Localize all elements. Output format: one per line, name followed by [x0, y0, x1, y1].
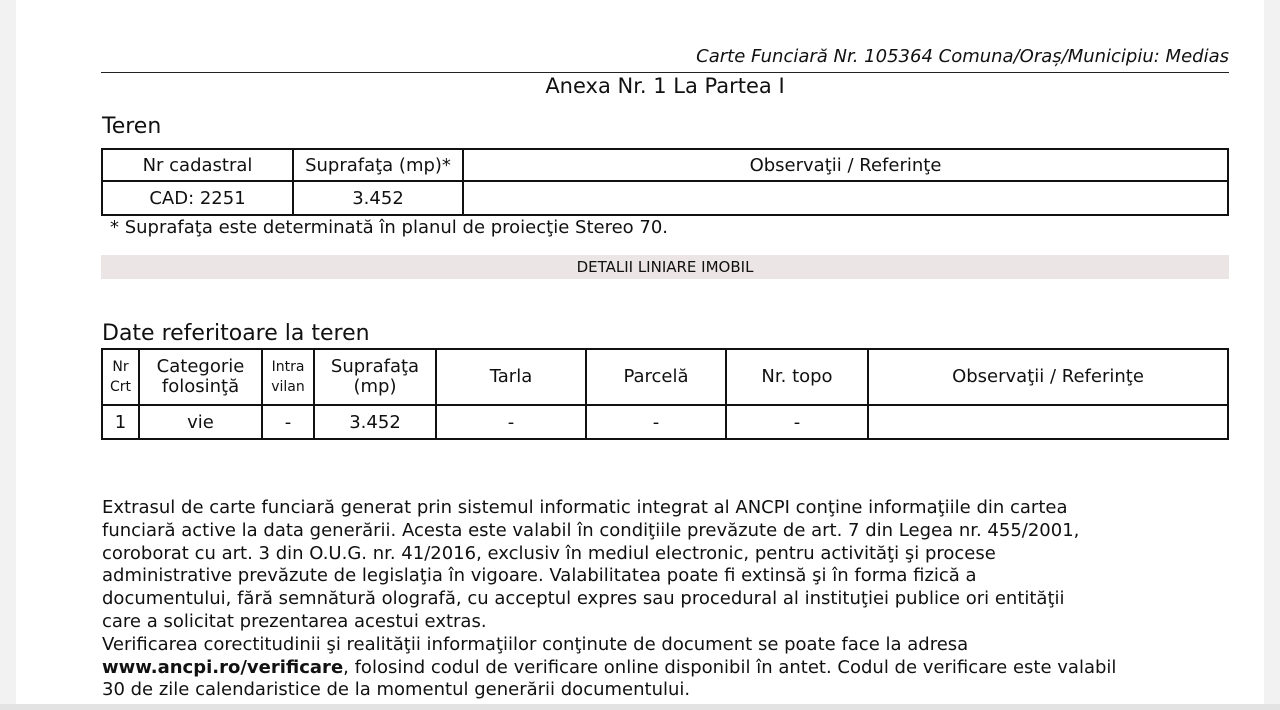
paragraph-line: 30 de zile calendaristice de la momentul generării documentului.: [102, 679, 691, 701]
teren-title: Teren: [102, 114, 162, 139]
cell-nr-crt: 1: [102, 405, 139, 439]
col-suprafata-line1: Suprafaţa: [330, 356, 420, 377]
cell-intravilan: -: [262, 405, 314, 439]
col-categorie-line2: folosinţă: [161, 376, 240, 397]
link-continuation: , folosind codul de verificare online disponibil în antet. Codul de verificare este valabil: [343, 656, 1117, 678]
col-observatii-referinte: Observaţii / Referinţe: [868, 349, 1228, 405]
paragraph-line: funciară active la data generării. Acesta este valabil în condiţiile prevăzute de art. 7 din Legea nr. 455/2001,: [102, 519, 1080, 541]
col-nr-topo: Nr. topo: [726, 349, 868, 405]
date-ref-header-row: [102, 349, 1228, 405]
cell-suprafata-mp: 3.452: [314, 405, 436, 439]
date-referitoare-table: [101, 348, 1229, 440]
col-suprafata: Suprafaţa (mp)*: [293, 149, 463, 181]
col-intravilan-line2: vilan: [271, 379, 305, 395]
col-intravilan-line1: Intra: [271, 359, 305, 375]
legal-paragraph: [102, 497, 1232, 702]
paragraph-line: Verificarea corectitudinii şi realităţii informaţiilor conţinute de document se poate face la adresa: [102, 633, 969, 655]
scroll-gutter: [0, 704, 1280, 710]
cell-tarla: -: [436, 405, 586, 439]
cell-observatii-referinte: [868, 405, 1228, 439]
paragraph-line-with-link: [102, 657, 1232, 680]
col-tarla: Tarla: [436, 349, 586, 405]
col-nr-crt-line2: Crt: [109, 379, 132, 395]
teren-header-row: [102, 149, 1228, 181]
detalii-liniare-band: DETALII LINIARE IMOBIL: [101, 255, 1229, 279]
col-nr-cadastral: Nr cadastral: [102, 149, 293, 181]
paragraph-line: administrative prevăzute de legislaţia în vigoare. Valabilitatea poate fi extinsă şi în forma fizică a: [102, 565, 977, 587]
col-categorie: [139, 349, 262, 405]
verification-link[interactable]: www.ancpi.ro/verificare: [102, 656, 344, 678]
anexa-title: Anexa Nr. 1 La Partea I: [545, 74, 785, 98]
col-parcela: Parcelă: [586, 349, 726, 405]
col-suprafata-line2: (mp): [353, 376, 397, 397]
table-row: [102, 181, 1228, 215]
cell-categorie: vie: [139, 405, 262, 439]
paragraph-line: documentului, fără semnătură olografă, cu acceptul expres sau procedural al instituţiei publice ori entităţii: [102, 588, 1065, 610]
col-observatii: Observaţii / Referinţe: [463, 149, 1228, 181]
cell-observatii: [463, 181, 1228, 215]
teren-table: [101, 148, 1229, 216]
teren-footnote: * Suprafaţa este determinată în planul de proiecţie Stereo 70.: [110, 217, 669, 238]
document-page: [16, 0, 1264, 704]
cell-nr-cadastral: CAD: 2251: [102, 181, 293, 215]
col-nr-crt-line1: Nr: [112, 359, 129, 375]
paragraph-line: coroborat cu art. 3 din O.U.G. nr. 41/2016, exclusiv în mediul electronic, pentru activităţi şi procese: [102, 542, 996, 564]
col-categorie-line1: Categorie: [156, 356, 245, 377]
table-row: [102, 405, 1228, 439]
paragraph-line: care a solicitat prezentarea acestui extras.: [102, 610, 487, 632]
header-rule: [101, 72, 1229, 73]
date-referitoare-title: Date referitoare la teren: [102, 321, 370, 346]
col-intravilan: [262, 349, 314, 405]
col-nr-crt: [102, 349, 139, 405]
cell-nr-topo: -: [726, 405, 868, 439]
cell-parcela: -: [586, 405, 726, 439]
cell-suprafata: 3.452: [293, 181, 463, 215]
paragraph-line: Extrasul de carte funciară generat prin sistemul informatic integrat al ANCPI conţine informaţiile din cartea: [102, 497, 1068, 518]
col-suprafata-mp: [314, 349, 436, 405]
carte-funciara-header: Carte Funciară Nr. 105364 Comuna/Oraș/Municipiu: Medias: [696, 46, 1229, 67]
